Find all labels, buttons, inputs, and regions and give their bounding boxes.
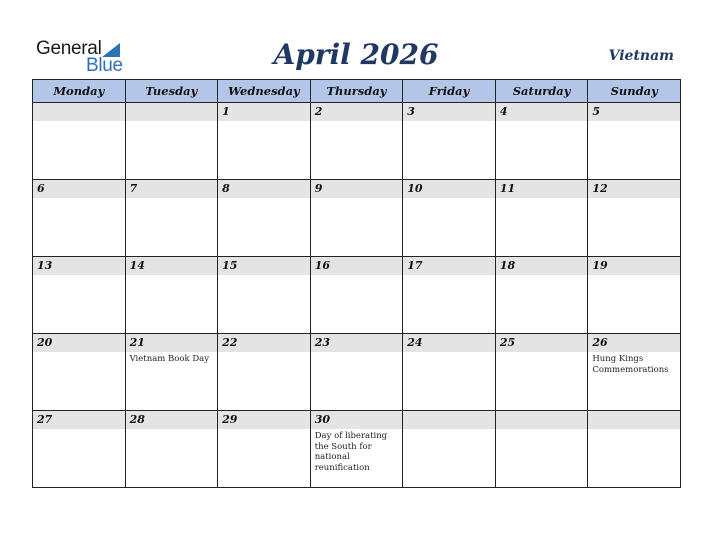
holiday-label: Day of liberating the South for national reunification — [314, 431, 388, 473]
day-number: 24 — [403, 334, 495, 352]
holiday-label: Hung Kings Commemorations — [592, 354, 669, 375]
week-row — [33, 257, 681, 334]
day-number: 11 — [496, 180, 588, 198]
day-cell — [218, 257, 311, 334]
weekday-wednesday: Wednesday — [218, 80, 311, 103]
day-number: 3 — [403, 103, 495, 121]
day-number: 25 — [496, 334, 588, 352]
week-row — [33, 411, 681, 488]
day-number: 19 — [588, 257, 680, 275]
day-number: 17 — [403, 257, 495, 275]
weekday-monday: Monday — [33, 80, 126, 103]
day-cell — [310, 411, 403, 488]
day-number: 13 — [33, 257, 125, 275]
day-number: 12 — [588, 180, 680, 198]
day-cell — [33, 334, 126, 411]
day-number: 9 — [311, 180, 403, 198]
week-row — [33, 103, 681, 180]
day-cell — [125, 334, 218, 411]
day-number: 2 — [311, 103, 403, 121]
day-cell — [125, 257, 218, 334]
day-number: 4 — [496, 103, 588, 121]
weekday-thursday: Thursday — [310, 80, 403, 103]
day-number: 20 — [33, 334, 125, 352]
day-number: 27 — [33, 411, 125, 429]
day-number: 29 — [218, 411, 310, 429]
logo-blue-text: Blue — [86, 55, 123, 76]
day-number: 8 — [218, 180, 310, 198]
day-cell — [33, 180, 126, 257]
day-number: 5 — [588, 103, 680, 121]
day-number — [588, 411, 680, 429]
day-cell — [495, 334, 588, 411]
day-number: 26 — [588, 334, 680, 352]
day-cell — [125, 103, 218, 180]
day-cell — [588, 103, 681, 180]
weekday-tuesday: Tuesday — [125, 80, 218, 103]
day-cell — [218, 334, 311, 411]
day-cell — [588, 257, 681, 334]
day-cell — [403, 411, 496, 488]
day-number: 1 — [218, 103, 310, 121]
day-number: 28 — [126, 411, 218, 429]
day-number: 14 — [126, 257, 218, 275]
day-number: 21 — [126, 334, 218, 352]
day-number: 10 — [403, 180, 495, 198]
day-cell — [495, 411, 588, 488]
day-number: 15 — [218, 257, 310, 275]
day-cell — [218, 103, 311, 180]
country-label: Vietnam — [608, 48, 674, 64]
day-number — [126, 103, 218, 121]
page-title: April 2026 — [273, 38, 439, 71]
day-cell — [218, 411, 311, 488]
weekday-saturday: Saturday — [495, 80, 588, 103]
day-number: 22 — [218, 334, 310, 352]
day-cell — [588, 411, 681, 488]
day-cell — [310, 257, 403, 334]
day-number — [403, 411, 495, 429]
day-cell — [310, 103, 403, 180]
weekday-friday: Friday — [403, 80, 496, 103]
calendar-grid — [32, 79, 681, 488]
day-number: 18 — [496, 257, 588, 275]
day-number: 23 — [311, 334, 403, 352]
day-cell — [403, 103, 496, 180]
calendar-body — [33, 103, 681, 488]
weekday-header-row — [33, 80, 681, 103]
day-number — [496, 411, 588, 429]
day-cell — [495, 180, 588, 257]
day-cell — [125, 180, 218, 257]
logo-general-text: General — [36, 38, 102, 59]
day-cell — [33, 103, 126, 180]
day-cell — [125, 411, 218, 488]
weekday-sunday: Sunday — [588, 80, 681, 103]
day-number: 7 — [126, 180, 218, 198]
day-cell — [495, 103, 588, 180]
day-cell — [495, 257, 588, 334]
week-row — [33, 334, 681, 411]
day-cell — [310, 180, 403, 257]
day-number: 30 — [311, 411, 403, 429]
day-number: 16 — [311, 257, 403, 275]
day-cell — [310, 334, 403, 411]
day-cell — [403, 257, 496, 334]
day-number: 6 — [33, 180, 125, 198]
week-row — [33, 180, 681, 257]
day-cell — [403, 334, 496, 411]
day-cell — [33, 411, 126, 488]
holiday-label: Vietnam Book Day — [129, 354, 210, 364]
day-cell — [588, 334, 681, 411]
day-cell — [588, 180, 681, 257]
day-cell — [33, 257, 126, 334]
day-cell — [403, 180, 496, 257]
day-number — [33, 103, 125, 121]
day-cell — [218, 180, 311, 257]
